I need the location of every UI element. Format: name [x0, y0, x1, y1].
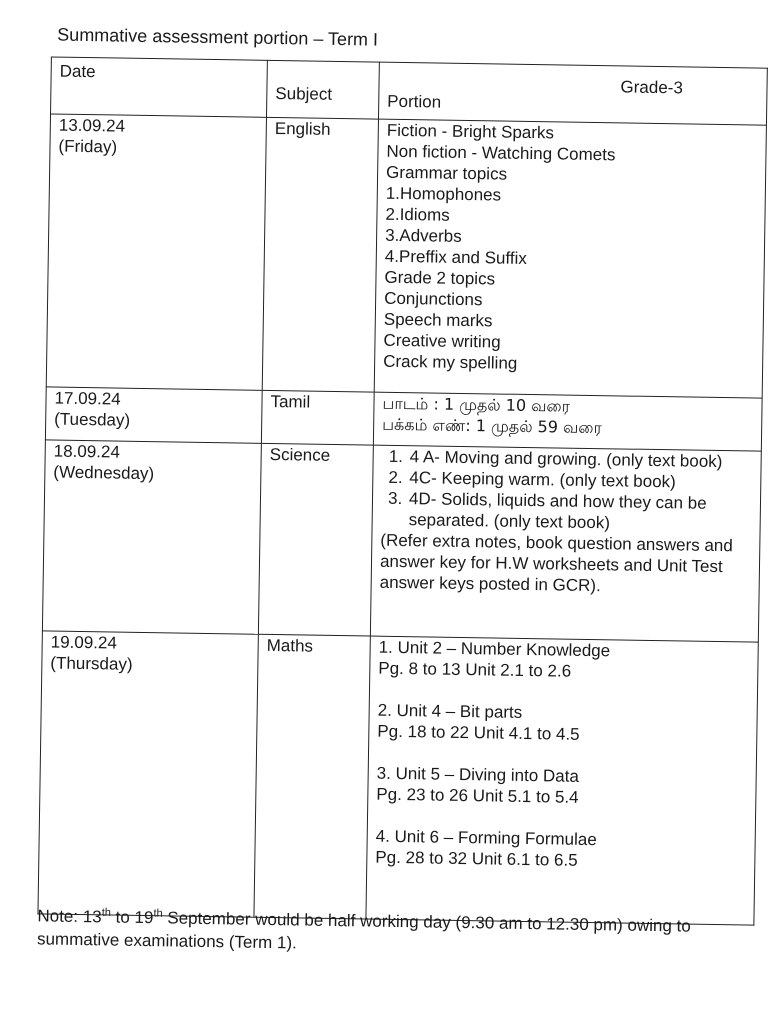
- date-cell: [42, 440, 261, 634]
- table-row: [38, 631, 758, 925]
- portion-line: Non fiction - Watching Comets: [386, 141, 616, 165]
- unit-pages: Pg. 28 to 32 Unit 6.1 to 6.5: [375, 847, 578, 870]
- note-prefix: Note:: [37, 906, 83, 927]
- list-item: 3. 4D- Solids, liquids and how they can be separated. (only text book): [407, 488, 761, 536]
- portion-line: பாடம் : 1 முதல் 10 வரை: [382, 393, 571, 416]
- subject-cell: Tamil: [261, 390, 374, 445]
- unit-title: 2. Unit 4 – Bit parts: [377, 700, 523, 722]
- maths-unit: [375, 826, 755, 874]
- maths-unit: [378, 637, 758, 685]
- note-connector: to: [110, 907, 135, 927]
- exam-date: 19.09.24: [50, 632, 118, 653]
- table-row: [42, 440, 761, 642]
- portion-cell: [373, 392, 762, 451]
- note-ordinal: th: [153, 907, 163, 920]
- exam-day: (Tuesday): [54, 409, 131, 430]
- unit-title: 1. Unit 2 – Number Knowledge: [378, 637, 611, 661]
- exam-day: (Wednesday): [53, 462, 155, 484]
- portion-line: Grammar topics: [385, 162, 508, 184]
- portion-line: 1.Homophones: [385, 183, 502, 205]
- portion-line: 2.Idioms: [385, 204, 450, 225]
- exam-date: 18.09.24: [53, 441, 121, 462]
- portion-cell: [370, 445, 761, 642]
- date-cell: [45, 387, 262, 443]
- portion-line: பக்கம் எண்: 1 முதல் 59 வரை: [382, 414, 602, 438]
- header-portion: Portion: [378, 62, 767, 125]
- date-cell: [38, 631, 258, 917]
- portion-table: [37, 56, 767, 928]
- date-cell: [46, 114, 266, 390]
- portion-cell: [366, 636, 758, 925]
- header-date: Date: [51, 57, 268, 117]
- portion-line: Conjunctions: [384, 288, 483, 310]
- portion-line: 4.Preffix and Suffix: [384, 246, 528, 268]
- portion-line: 3.Adverbs: [385, 225, 462, 246]
- page-title: Summative assessment portion – Term I: [57, 24, 379, 50]
- portion-line: Crack my spelling: [383, 351, 518, 373]
- portion-line: Grade 2 topics: [384, 267, 496, 289]
- list-item: 1. 4 A- Moving and growing. (only text book): [408, 446, 761, 473]
- portion-line: Speech marks: [383, 309, 493, 331]
- unit-title: 3. Unit 5 – Diving into Data: [376, 763, 580, 786]
- unit-pages: Pg. 23 to 26 Unit 5.1 to 5.4: [376, 784, 579, 807]
- unit-title: 4. Unit 6 – Forming Formulae: [375, 826, 597, 850]
- subject-cell: English: [262, 117, 378, 392]
- note-start-day: 13: [82, 907, 102, 927]
- table-row: [46, 114, 766, 398]
- grade-label: Grade-3: [620, 77, 684, 98]
- portion-line: Creative writing: [383, 330, 501, 352]
- list-item: 2. 4C- Keeping warm. (only text book): [407, 467, 760, 494]
- science-topics-list: [381, 446, 761, 536]
- portion-cell: [374, 119, 766, 398]
- exam-day: (Thursday): [50, 653, 133, 674]
- unit-pages: Pg. 8 to 13 Unit 2.1 to 2.6: [378, 658, 572, 681]
- exam-date: 17.09.24: [54, 388, 121, 409]
- subject-cell: Maths: [254, 634, 370, 919]
- exam-day: (Friday): [58, 136, 118, 157]
- science-note: (Refer extra notes, book question answers and answer key for H.W worksheets and Unit Test answer keys posted in GCR).: [379, 530, 733, 596]
- note-text: September would be half working day (9.30 am to 12.30 pm) owing to summative examinations (Term 1).: [36, 908, 691, 953]
- portion-line: Fiction - Bright Sparks: [386, 120, 555, 143]
- maths-unit: [377, 700, 757, 748]
- header-subject: Subject: [266, 60, 379, 119]
- footer-note: [37, 904, 698, 960]
- exam-date: 13.09.24: [58, 115, 126, 136]
- maths-unit: [376, 763, 756, 811]
- unit-pages: Pg. 18 to 22 Unit 4.1 to 4.5: [377, 721, 580, 744]
- subject-cell: Science: [258, 443, 373, 636]
- note-ordinal: th: [101, 906, 112, 919]
- note-end-day: 19: [134, 907, 154, 928]
